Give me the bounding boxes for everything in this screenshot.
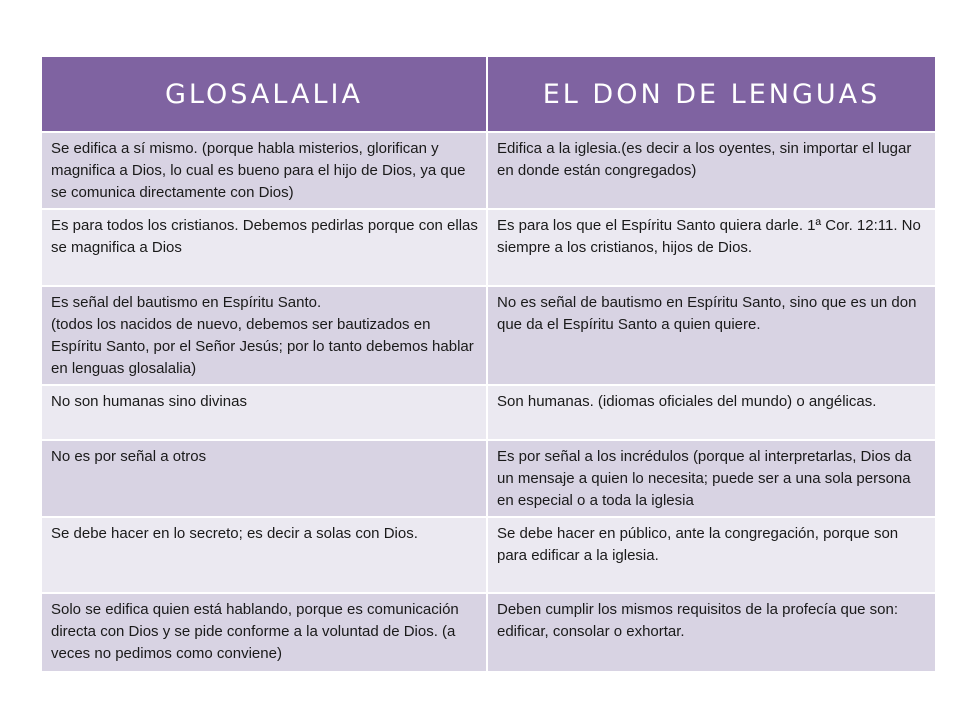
cell-text: Es señal del bautismo en Espíritu Santo. (todos los nacidos de nuevo, debemos ser bautizados en Espíritu Santo, por el Señor Jesús; por lo tanto debemos hablar en lenguas glosalalia) bbox=[51, 294, 474, 377]
cell-glosalalia bbox=[42, 440, 487, 517]
cell-text: No es señal de bautismo en Espíritu Santo, sino que es un don que da el Espíritu Santo a quien quiere. bbox=[497, 294, 917, 333]
table-row bbox=[42, 440, 935, 517]
cell-glosalalia bbox=[42, 517, 487, 593]
cell-text: Solo se edifica quien está hablando, porque es comunicación directa con Dios y se pide conforme a la voluntad de Dios. (a veces no pedimos como conviene) bbox=[51, 601, 459, 662]
cell-text: Es para los que el Espíritu Santo quiera darle. 1ª Cor. 12:11. No siempre a los cristianos, hijos de Dios. bbox=[497, 217, 921, 256]
cell-text: Deben cumplir los mismos requisitos de la profecía que son: edificar, consolar o exhortar. bbox=[497, 601, 899, 640]
cell-glosalalia bbox=[42, 385, 487, 440]
table-row bbox=[42, 385, 935, 440]
cell-glosalalia bbox=[42, 286, 487, 385]
table-row bbox=[42, 209, 935, 286]
cell-text: Son humanas. (idiomas oficiales del mundo) o angélicas. bbox=[497, 393, 877, 410]
cell-text: No son humanas sino divinas bbox=[51, 393, 247, 410]
cell-glosalalia bbox=[42, 209, 487, 286]
header-row bbox=[42, 57, 935, 132]
table-row bbox=[42, 132, 935, 209]
cell-text: Edifica a la iglesia.(es decir a los oyentes, sin importar el lugar en donde están congregados) bbox=[497, 140, 912, 179]
cell-don-de-lenguas bbox=[487, 385, 935, 440]
cell-don-de-lenguas bbox=[487, 517, 935, 593]
cell-don-de-lenguas bbox=[487, 440, 935, 517]
table-row bbox=[42, 517, 935, 593]
cell-text: No es por señal a otros bbox=[51, 448, 207, 465]
cell-text: Se debe hacer en lo secreto; es decir a solas con Dios. bbox=[51, 525, 418, 542]
cell-don-de-lenguas bbox=[487, 593, 935, 671]
cell-glosalalia bbox=[42, 593, 487, 671]
cell-text: Es para todos los cristianos. Debemos pedirlas porque con ellas se magnifica a Dios bbox=[51, 217, 478, 256]
table-row bbox=[42, 286, 935, 385]
table-row bbox=[42, 593, 935, 671]
cell-glosalalia bbox=[42, 132, 487, 209]
cell-don-de-lenguas bbox=[487, 209, 935, 286]
comparison-table bbox=[42, 57, 935, 671]
cell-don-de-lenguas bbox=[487, 286, 935, 385]
header-don-de-lenguas: EL DON DE LENGUAS bbox=[487, 57, 935, 132]
cell-text: Es por señal a los incrédulos (porque al interpretarlas, Dios da un mensaje a quien lo necesita; puede ser a una sola persona en especial o a toda la iglesia bbox=[497, 448, 912, 509]
header-glosalalia: GLOSALALIA bbox=[42, 57, 487, 132]
cell-text: Se edifica a sí mismo. (porque habla misterios, glorifican y magnifica a Dios, lo cual es bueno para el hijo de Dios, ya que se comunica directamente con Dios) bbox=[51, 140, 466, 201]
cell-don-de-lenguas bbox=[487, 132, 935, 209]
cell-text: Se debe hacer en público, ante la congregación, porque son para edificar a la iglesia. bbox=[497, 525, 899, 564]
